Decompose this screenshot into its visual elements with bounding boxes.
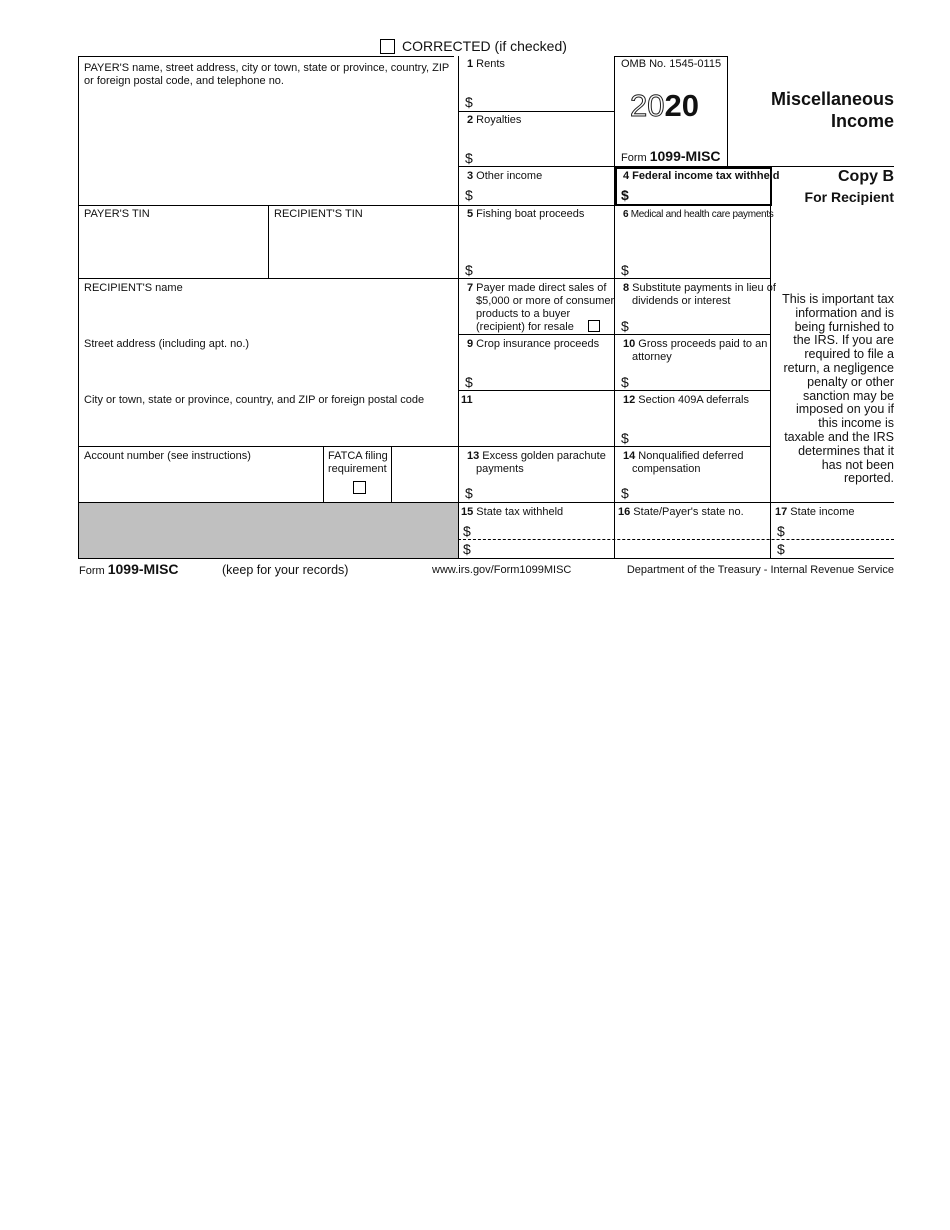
box15-label: 15 State tax withheld [461,506,564,518]
rule [615,167,617,205]
payer-tin-field[interactable] [80,225,265,275]
form-title: Miscellaneous Income [770,89,894,131]
corrected-label: CORRECTED (if checked) [402,38,567,54]
rule [78,446,770,447]
city-field[interactable] [80,410,455,445]
shaded-area [79,503,458,558]
box14-label: 14 Nonqualified deferred compensation [623,450,744,475]
box12-field[interactable] [634,426,766,444]
tax-year: 2020 [630,88,699,123]
rule [78,205,770,206]
account-number-label: Account number (see instructions) [84,450,251,462]
recipient-tin-field[interactable] [271,225,455,275]
payer-name-label: PAYER'S name, street address, city or town, state or province, country, ZIP or foreign postal code, and telephone no. [84,62,450,87]
box7-checkbox[interactable] [588,320,600,332]
box8-field[interactable] [634,314,766,332]
important-notice: This is important tax information and is being furnished to the IRS. If you are required to file a return, a negligence penalty or other sanction may be imposed on you if this income is taxable and the IRS determines that it has not been reported. [782,292,894,486]
rule [268,205,269,278]
footer-dept: Department of the Treasury - Internal Revenue Service [626,564,894,576]
box10-field[interactable] [634,370,766,388]
rule [727,56,728,166]
rule [78,56,454,57]
box17-field-1[interactable] [789,521,893,538]
rule [614,167,772,169]
rule [78,558,894,559]
box16-field-2[interactable] [617,540,768,557]
box10-label: 10 Gross proceeds paid to an attorney [623,338,768,363]
rule [770,166,771,558]
corrected-checkbox[interactable] [380,39,395,54]
footer-form-name: Form 1099-MISC [79,561,179,577]
rule [615,56,727,57]
box14-field[interactable] [634,482,766,500]
street-address-field[interactable] [80,354,455,389]
box17-dollar-1: $ [777,523,785,539]
box15-dollar-2: $ [463,541,471,557]
rule [458,390,770,391]
account-number-field[interactable] [80,466,321,500]
rule [458,111,614,112]
box17-label: 17 State income [775,506,855,518]
box8-dollar: $ [621,318,629,334]
box16-field-1[interactable] [617,521,768,538]
box7-label: 7 Payer made direct sales of $5,000 or more of consumer products to a buyer (recipient) for resale [467,282,615,333]
box6-label: 6 Medical and health care payments [623,209,774,220]
payer-tin-label: PAYER'S TIN [84,208,150,220]
box13-label: 13 Excess golden parachute payments [467,450,606,475]
box13-field[interactable] [477,482,611,500]
copy-for: For Recipient [804,189,894,205]
rule [391,446,392,502]
fatca-label: FATCA filing requirement [328,450,388,475]
box1-field[interactable] [477,90,611,108]
box17-dollar-2: $ [777,541,785,557]
box2-field[interactable] [477,146,611,164]
box2-dollar: $ [465,150,473,166]
box5-dollar: $ [465,262,473,278]
copy-label: Copy B [838,168,894,185]
box11-label: 11 [461,394,473,406]
box1-label: 1 Rents [467,58,505,70]
recipient-name-label: RECIPIENT'S name [84,282,183,294]
fatca-checkbox[interactable] [353,481,366,494]
street-address-label: Street address (including apt. no.) [84,338,250,350]
box10-dollar: $ [621,374,629,390]
footer-keep: (keep for your records) [222,563,349,577]
city-label: City or town, state or province, country, and ZIP or foreign postal code [84,394,425,406]
omb-number: OMB No. 1545-0115 [621,58,722,70]
box12-dollar: $ [621,430,629,446]
box8-label: 8 Substitute payments in lieu of dividends or interest [623,282,776,307]
box4-dollar: $ [621,187,629,203]
box4-field[interactable] [634,184,766,202]
box9-dollar: $ [465,374,473,390]
box5-label: 5 Fishing boat proceeds [467,208,585,220]
box15-field-2[interactable] [475,540,611,557]
box15-dollar-1: $ [463,523,471,539]
box17-field-2[interactable] [789,540,893,557]
recipient-name-field[interactable] [80,298,455,333]
payer-name-field[interactable] [80,90,456,204]
rule [78,278,770,279]
box6-dollar: $ [621,262,629,278]
rule [323,446,324,502]
box13-dollar: $ [465,485,473,501]
box3-dollar: $ [465,187,473,203]
recipient-tin-label: RECIPIENT'S TIN [274,208,363,220]
box9-field[interactable] [477,370,611,388]
rule [458,56,459,558]
box4-label: 4 Federal income tax withheld [623,170,780,182]
footer-url[interactable]: www.irs.gov/Form1099MISC [432,564,572,576]
box11-field[interactable] [461,410,611,444]
rule [78,56,79,558]
box9-label: 9 Crop insurance proceeds [467,338,600,350]
box15-field-1[interactable] [475,521,611,538]
box14-dollar: $ [621,485,629,501]
box5-field[interactable] [477,258,611,276]
box3-label: 3 Other income [467,170,543,182]
box6-field[interactable] [634,258,766,276]
rule [458,334,770,335]
box16-label: 16 State/Payer's state no. [618,506,744,518]
box2-label: 2 Royalties [467,114,522,126]
box1-dollar: $ [465,94,473,110]
box12-label: 12 Section 409A deferrals [623,394,749,406]
box3-field[interactable] [477,184,611,202]
form-name: Form 1099-MISC [621,148,721,164]
